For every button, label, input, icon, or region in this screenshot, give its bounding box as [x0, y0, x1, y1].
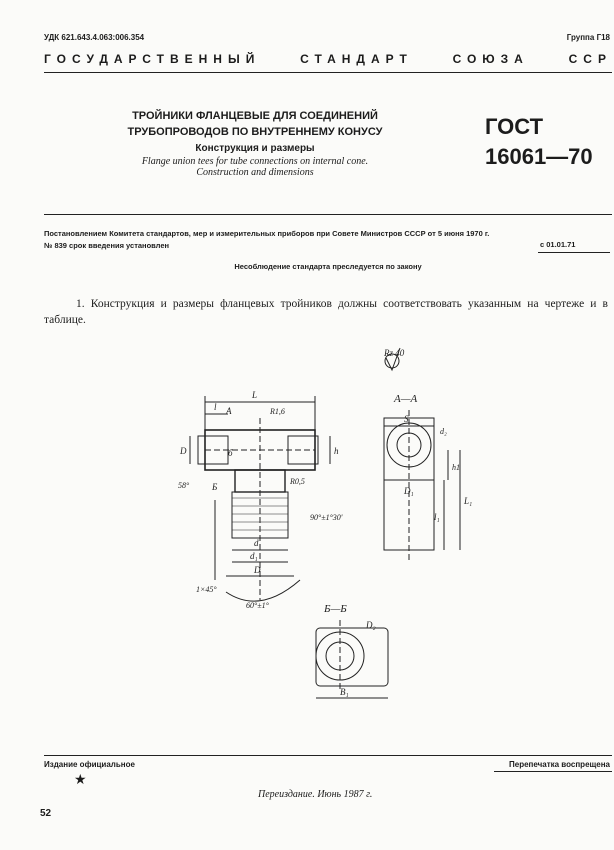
star-icon: ★ — [74, 773, 87, 788]
banner-word: СТАНДАРТ — [300, 52, 413, 66]
banner-word: ССР — [568, 52, 612, 66]
law-notice: Несоблюдение стандарта преследуется по закону — [234, 262, 422, 271]
label-d1: d₁ — [250, 551, 258, 561]
label-S: S — [404, 414, 409, 424]
label-L: L — [252, 390, 258, 400]
udk-code: УДК 621.643.4.063:006.354 — [44, 33, 145, 42]
header-rule — [44, 72, 612, 73]
label-B1: B₁ — [340, 687, 349, 697]
decree-date: с 01.01.71 — [540, 240, 576, 249]
label-R05: R0,5 — [290, 477, 305, 486]
arc-60 — [226, 580, 300, 601]
date-underline — [538, 252, 610, 253]
decree-line: № 839 срок введения установлен — [44, 241, 170, 250]
label-D1: D₁ — [404, 486, 414, 496]
label-D2: D₂ — [366, 620, 376, 630]
gost-number: 16061—70 — [485, 144, 593, 169]
english-title: Construction and dimensions — [196, 167, 314, 178]
gost-label: ГОСТ — [485, 114, 544, 139]
reissue-note: Переиздание. Июнь 1987 г. — [258, 789, 373, 800]
label-60: 60°±1° — [246, 601, 269, 610]
subtitle: Конструкция и размеры — [195, 143, 315, 154]
group-code: Группа Г18 — [566, 33, 610, 42]
title-rule — [44, 214, 612, 215]
label-A: А — [226, 406, 232, 416]
official-edition: Издание официальное — [44, 760, 135, 769]
roughness-label: Rz 40 — [384, 348, 405, 358]
reprint-prohibited: Перепечатка воспрещена — [509, 760, 610, 769]
label-b: б — [228, 448, 233, 458]
label-d: d — [254, 538, 259, 548]
title-line: ТРУБОПРОВОДОВ ПО ВНУТРЕННЕМУ КОНУСУ — [127, 126, 383, 138]
label-58: 58° — [178, 481, 190, 490]
banner-word: СОЮЗА — [452, 52, 529, 66]
label-l: l — [214, 402, 217, 412]
decree-line: Постановлением Комитета стандартов, мер и измерительных приборов при Совете Министров СССР от 5 июня 1970 г. — [44, 229, 490, 238]
technical-drawing — [0, 330, 614, 710]
label-B: Б — [212, 482, 218, 492]
paragraph-1: 1. Конструкция и размеры фланцевых тройников должны соответствовать указанным на чертеже и в таблице. — [44, 298, 608, 326]
label-h: h — [334, 446, 339, 456]
label-90: 90°±1°30' — [310, 513, 343, 522]
label-l1: l₁ — [434, 512, 440, 522]
label-d2: d₂ — [440, 427, 447, 436]
section-aa-inner — [397, 433, 421, 457]
label-h1: h1 — [452, 463, 460, 472]
document-title-block — [120, 108, 390, 178]
label-D: D — [180, 446, 187, 456]
label-chamfer: 1×45° — [196, 585, 217, 594]
section-aa-label: А—А — [394, 393, 418, 405]
page-number: 52 — [40, 808, 52, 819]
state-standard-banner — [44, 52, 612, 66]
gost-designation — [485, 112, 593, 172]
reprint-underline — [494, 771, 612, 772]
banner-word: ГОСУДАРСТВЕННЫЙ — [44, 52, 261, 66]
english-title: Flange union tees for tube connections on internal cone. — [141, 156, 369, 167]
section-bb-label: Б—Б — [324, 603, 347, 615]
label-D-bottom: D — [254, 565, 261, 575]
title-line: ТРОЙНИКИ ФЛАНЦЕВЫЕ ДЛЯ СОЕДИНЕНИЙ — [132, 110, 378, 122]
footer-rule — [44, 755, 612, 756]
decree-text — [44, 228, 612, 252]
label-R16: R1,6 — [270, 407, 285, 416]
label-L1: L₁ — [464, 496, 473, 506]
